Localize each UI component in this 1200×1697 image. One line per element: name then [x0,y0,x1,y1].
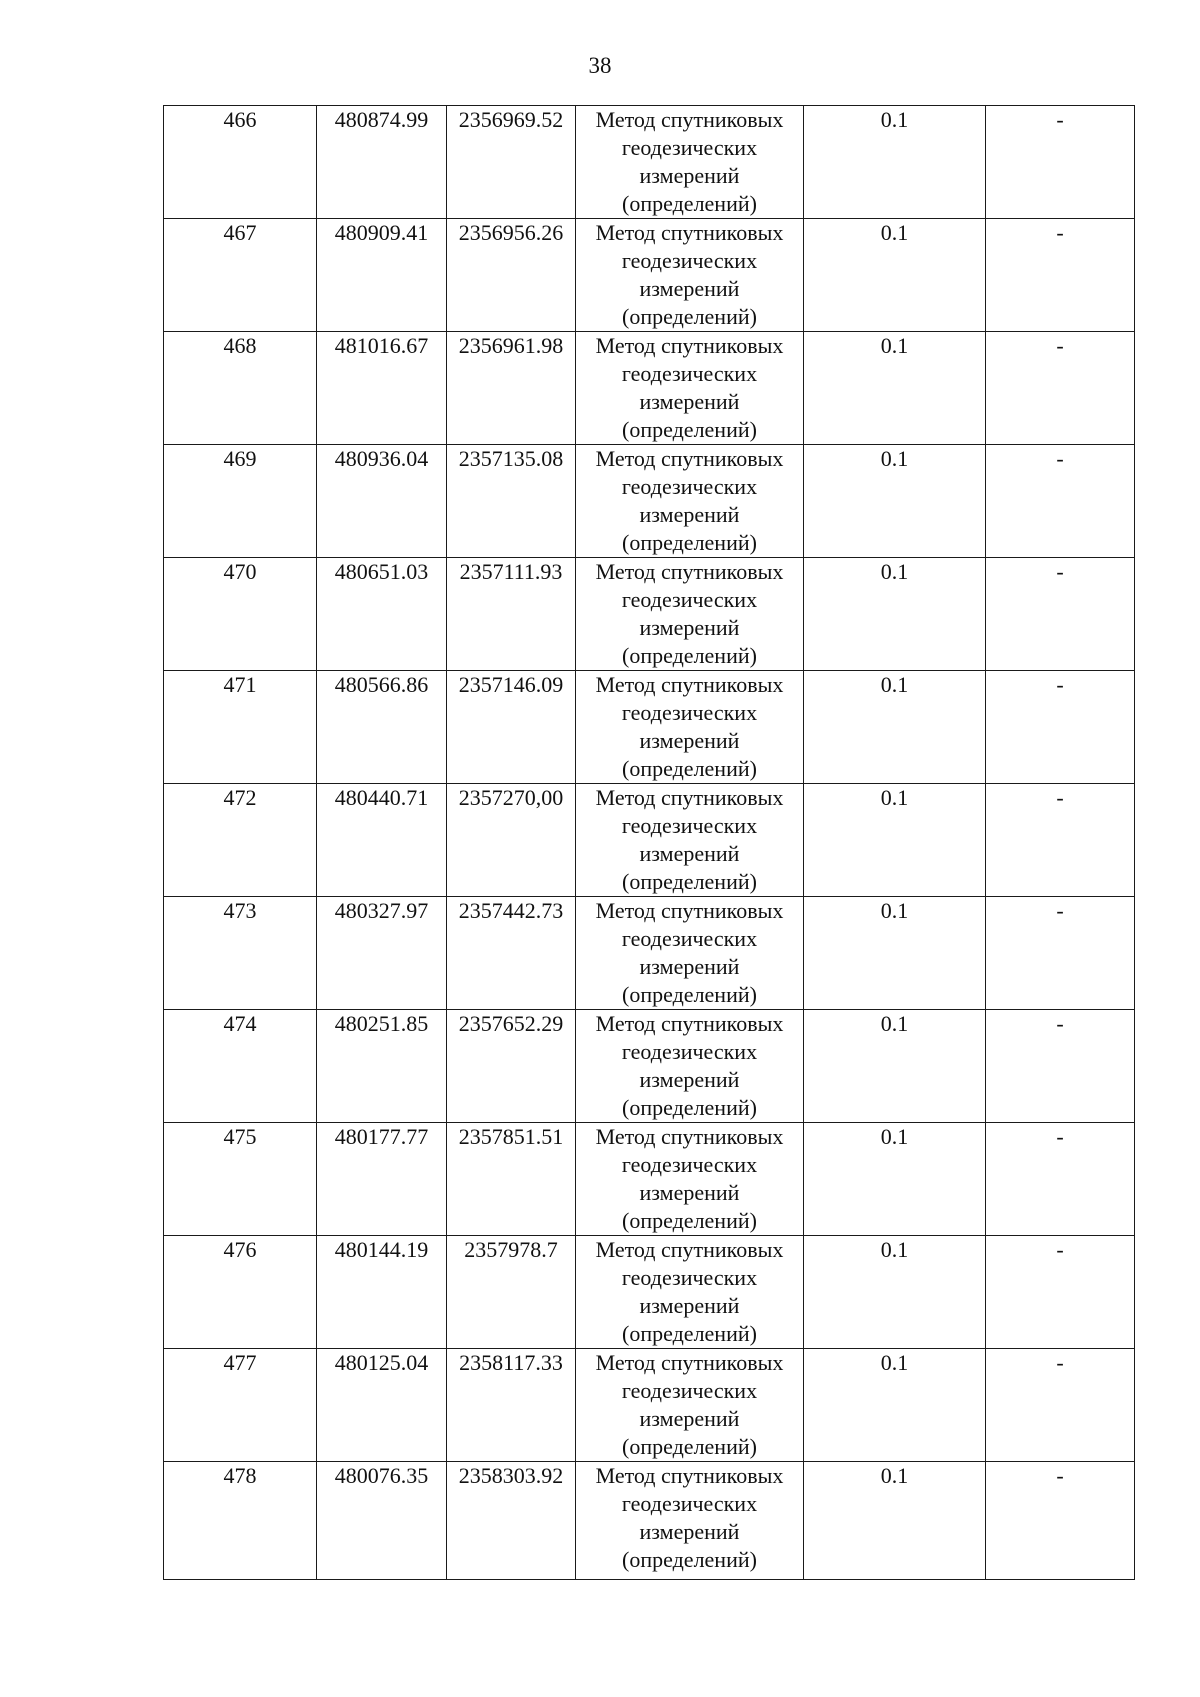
point-number-cell [164,671,317,784]
note-cell-text: - [1056,220,1064,245]
point-number-cell-text: 472 [223,785,257,810]
accuracy-cell [804,219,986,332]
y-coordinate-cell-text: 2357978.7 [464,1237,558,1262]
method-cell [576,1010,804,1123]
accuracy-cell-text: 0.1 [880,1237,909,1262]
note-cell-text: - [1056,1237,1064,1262]
table-row [164,558,1135,671]
method-cell-text: Метод спутниковых геодезических измерений (определений) [595,333,784,442]
method-cell [576,445,804,558]
note-cell [986,1462,1135,1580]
accuracy-cell-text: 0.1 [880,785,909,810]
note-cell [986,897,1135,1010]
accuracy-cell-text: 0.1 [880,446,909,471]
y-coordinate-cell [447,445,576,558]
table-row [164,784,1135,897]
x-coordinate-cell [317,332,447,445]
note-cell [986,671,1135,784]
point-number-cell [164,219,317,332]
method-cell [576,1236,804,1349]
point-number-cell [164,1123,317,1236]
accuracy-cell-text: 0.1 [880,1463,909,1488]
y-coordinate-cell [447,558,576,671]
x-coordinate-cell [317,219,447,332]
method-cell [576,784,804,897]
y-coordinate-cell [447,106,576,219]
y-coordinate-cell [447,671,576,784]
y-coordinate-cell [447,219,576,332]
point-number-cell [164,558,317,671]
x-coordinate-cell [317,671,447,784]
accuracy-cell [804,784,986,897]
x-coordinate-cell [317,106,447,219]
method-cell [576,332,804,445]
method-cell-text: Метод спутниковых геодезических измерений (определений) [595,1237,784,1346]
table-row [164,445,1135,558]
method-cell-text: Метод спутниковых геодезических измерений (определений) [595,672,784,781]
accuracy-cell-text: 0.1 [880,898,909,923]
x-coordinate-cell-text: 480177.77 [334,1124,429,1149]
y-coordinate-cell-text: 2356956.26 [458,220,564,245]
x-coordinate-cell [317,897,447,1010]
accuracy-cell-text: 0.1 [880,333,909,358]
method-cell [576,897,804,1010]
point-number-cell [164,106,317,219]
accuracy-cell-text: 0.1 [880,1124,909,1149]
point-number-cell [164,1010,317,1123]
accuracy-cell-text: 0.1 [880,107,909,132]
note-cell [986,558,1135,671]
method-cell-text: Метод спутниковых геодезических измерений (определений) [595,1463,784,1572]
point-number-cell-text: 478 [223,1463,257,1488]
method-cell [576,1123,804,1236]
y-coordinate-cell-text: 2357442.73 [458,898,564,923]
x-coordinate-cell [317,445,447,558]
accuracy-cell [804,106,986,219]
point-number-cell-text: 468 [223,333,257,358]
accuracy-cell-text: 0.1 [880,220,909,245]
method-cell-text: Метод спутниковых геодезических измерений (определений) [595,446,784,555]
accuracy-cell [804,1349,986,1462]
x-coordinate-cell-text: 480327.97 [334,898,429,923]
x-coordinate-cell [317,558,447,671]
table-row [164,897,1135,1010]
coordinates-table [163,105,1135,1580]
accuracy-cell [804,1462,986,1580]
accuracy-cell-text: 0.1 [880,1350,909,1375]
point-number-cell-text: 471 [223,672,257,697]
y-coordinate-cell-text: 2357111.93 [459,559,563,584]
accuracy-cell [804,445,986,558]
point-number-cell [164,445,317,558]
x-coordinate-cell-text: 481016.67 [334,333,429,358]
point-number-cell [164,1349,317,1462]
x-coordinate-cell-text: 480144.19 [334,1237,429,1262]
note-cell [986,445,1135,558]
x-coordinate-cell-text: 480566.86 [334,672,429,697]
x-coordinate-cell-text: 480651.03 [334,559,429,584]
accuracy-cell [804,558,986,671]
y-coordinate-cell-text: 2357652.29 [458,1011,564,1036]
y-coordinate-cell-text: 2357135.08 [458,446,564,471]
method-cell-text: Метод спутниковых геодезических измерений (определений) [595,220,784,329]
table-row [164,219,1135,332]
accuracy-cell [804,1123,986,1236]
point-number-cell-text: 476 [223,1237,257,1262]
point-number-cell [164,784,317,897]
x-coordinate-cell [317,784,447,897]
x-coordinate-cell-text: 480125.04 [334,1350,429,1375]
method-cell [576,1462,804,1580]
note-cell [986,1010,1135,1123]
method-cell-text: Метод спутниковых геодезических измерений (определений) [595,1350,784,1459]
note-cell-text: - [1056,785,1064,810]
table-row [164,1010,1135,1123]
note-cell-text: - [1056,333,1064,358]
point-number-cell-text: 470 [223,559,257,584]
table-row [164,106,1135,219]
note-cell [986,1349,1135,1462]
accuracy-cell [804,1236,986,1349]
y-coordinate-cell [447,784,576,897]
table-row [164,1123,1135,1236]
y-coordinate-cell [447,1349,576,1462]
y-coordinate-cell [447,897,576,1010]
y-coordinate-cell-text: 2357146.09 [458,672,564,697]
y-coordinate-cell-text: 2358117.33 [459,1350,563,1375]
note-cell-text: - [1056,446,1064,471]
note-cell-text: - [1056,1350,1064,1375]
table-body [164,106,1135,1580]
x-coordinate-cell [317,1462,447,1580]
x-coordinate-cell [317,1123,447,1236]
y-coordinate-cell [447,1010,576,1123]
x-coordinate-cell [317,1010,447,1123]
point-number-cell-text: 477 [223,1350,257,1375]
y-coordinate-cell [447,1462,576,1580]
table-row [164,1236,1135,1349]
x-coordinate-cell-text: 480076.35 [334,1463,429,1488]
point-number-cell [164,1462,317,1580]
method-cell-text: Метод спутниковых геодезических измерений (определений) [595,785,784,894]
point-number-cell [164,332,317,445]
note-cell [986,106,1135,219]
note-cell [986,332,1135,445]
accuracy-cell [804,332,986,445]
point-number-cell-text: 466 [223,107,257,132]
accuracy-cell [804,897,986,1010]
note-cell-text: - [1056,1011,1064,1036]
y-coordinate-cell-text: 2357851.51 [458,1124,564,1149]
y-coordinate-cell [447,332,576,445]
method-cell-text: Метод спутниковых геодезических измерений (определений) [595,559,784,668]
table-row [164,1462,1135,1580]
y-coordinate-cell-text: 2357270,00 [458,785,564,810]
x-coordinate-cell-text: 480909.41 [334,220,429,245]
method-cell [576,1349,804,1462]
accuracy-cell-text: 0.1 [880,1011,909,1036]
point-number-cell-text: 475 [223,1124,257,1149]
point-number-cell-text: 469 [223,446,257,471]
y-coordinate-cell [447,1236,576,1349]
table-row [164,332,1135,445]
x-coordinate-cell-text: 480936.04 [334,446,429,471]
point-number-cell [164,897,317,1010]
point-number-cell-text: 467 [223,220,257,245]
note-cell [986,784,1135,897]
x-coordinate-cell [317,1349,447,1462]
point-number-cell [164,1236,317,1349]
y-coordinate-cell [447,1123,576,1236]
note-cell-text: - [1056,898,1064,923]
table-row [164,671,1135,784]
x-coordinate-cell [317,1236,447,1349]
x-coordinate-cell-text: 480874.99 [334,107,429,132]
note-cell [986,1123,1135,1236]
note-cell-text: - [1056,559,1064,584]
note-cell-text: - [1056,1463,1064,1488]
point-number-cell-text: 474 [223,1011,257,1036]
accuracy-cell [804,1010,986,1123]
y-coordinate-cell-text: 2356961.98 [458,333,564,358]
accuracy-cell [804,671,986,784]
accuracy-cell-text: 0.1 [880,672,909,697]
page-number: 38 [588,53,612,78]
method-cell-text: Метод спутниковых геодезических измерений (определений) [595,107,784,216]
method-cell-text: Метод спутниковых геодезических измерений (определений) [595,1011,784,1120]
y-coordinate-cell-text: 2356969.52 [458,107,564,132]
note-cell-text: - [1056,1124,1064,1149]
note-cell [986,1236,1135,1349]
table-row [164,1349,1135,1462]
method-cell [576,106,804,219]
accuracy-cell-text: 0.1 [880,559,909,584]
x-coordinate-cell-text: 480251.85 [334,1011,429,1036]
method-cell [576,219,804,332]
note-cell-text: - [1056,107,1064,132]
note-cell [986,219,1135,332]
method-cell [576,671,804,784]
x-coordinate-cell-text: 480440.71 [334,785,429,810]
point-number-cell-text: 473 [223,898,257,923]
y-coordinate-cell-text: 2358303.92 [458,1463,564,1488]
method-cell-text: Метод спутниковых геодезических измерений (определений) [595,1124,784,1233]
method-cell-text: Метод спутниковых геодезических измерений (определений) [595,898,784,1007]
method-cell [576,558,804,671]
note-cell-text: - [1056,672,1064,697]
